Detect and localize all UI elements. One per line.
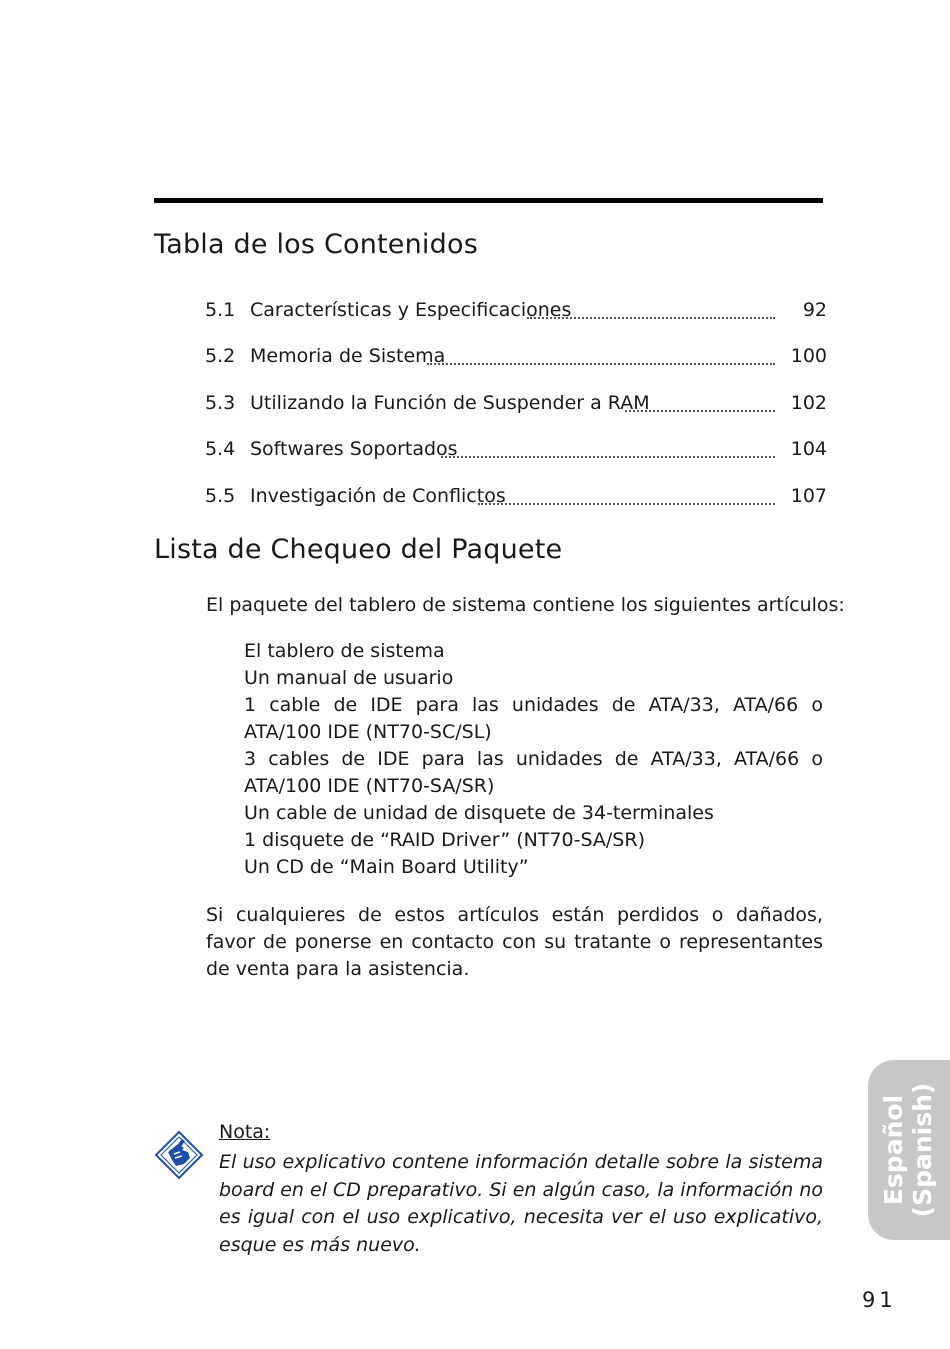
package-item: Un manual de usuario (244, 667, 454, 689)
toc-entry-number: 5.3 (205, 392, 236, 414)
toc-leader-dots (527, 316, 775, 319)
package-title: Lista de Chequeo del Paquete (154, 534, 563, 565)
package-item: 1 disquete de “RAID Driver” (NT70-SA/SR) (244, 829, 645, 851)
toc-entry-number: 5.2 (205, 345, 236, 367)
toc-title: Tabla de los Contenidos (154, 229, 478, 260)
toc-entry-page: 102 (790, 392, 827, 414)
package-item: 1 cable de IDE para las unidades de ATA/33, ATA/66 o ATA/100 IDE (NT70-SC/SL) (244, 694, 823, 743)
toc-leader-dots (441, 455, 775, 458)
toc-leader-dots (625, 409, 775, 412)
toc-entry (205, 345, 827, 371)
toc-leader-dots (427, 362, 775, 365)
toc-entry (205, 438, 827, 464)
note-body: El uso explicativo contene información detalle sobre la sistema board en el CD preparativo. Si en algún caso, la información no es igual con el uso explicativo, necesita ver el uso explicativo, esque es más nuevo. (219, 1151, 823, 1256)
toc-entry (205, 392, 827, 418)
package-item: Un cable de unidad de disquete de 34-terminales (244, 802, 714, 824)
language-name-english: (Spanish) (908, 1082, 937, 1218)
language-name: Español (879, 1094, 908, 1206)
package-intro: El paquete del tablero de sistema contiene los siguientes artículos: (206, 594, 845, 616)
package-closing-paragraph: Si cualquieres de estos artículos están perdidos o dañados, favor de ponerse en contacto con su tratante o representantes de venta para la asistencia. (206, 904, 823, 980)
note-title: Nota: (219, 1121, 271, 1143)
toc-entry-number: 5.5 (205, 485, 236, 507)
package-item: Un CD de “Main Board Utility” (244, 856, 529, 878)
package-item: El tablero de sistema (244, 640, 445, 662)
header-rule (154, 198, 823, 203)
toc-entry-title: Memoria de Sistema (250, 345, 446, 367)
toc-entry-page: 92 (802, 299, 827, 321)
toc-entry-title: Utilizando la Función de Suspender a RAM (250, 392, 650, 414)
toc-entry-number: 5.1 (205, 299, 236, 321)
toc-entry-number: 5.4 (205, 438, 236, 460)
toc-entry (205, 299, 827, 325)
toc-entry-page: 100 (790, 345, 827, 367)
package-item-list (244, 638, 823, 881)
page-number: 91 (862, 1288, 897, 1312)
toc-entry (205, 485, 827, 511)
toc-entry-title: Softwares Soportados (250, 438, 458, 460)
toc-leader-dots (478, 502, 775, 505)
toc-entry-title: Características y Especificaciones (250, 299, 572, 321)
package-item: 3 cables de IDE para las unidades de ATA/33, ATA/66 o ATA/100 IDE (NT70-SA/SR) (244, 748, 823, 797)
toc-entry-title: Investigación de Conflictos (250, 485, 506, 507)
note-hand-icon (154, 1130, 204, 1180)
toc-entry-page: 107 (790, 485, 827, 507)
toc-entry-page: 104 (790, 438, 827, 460)
